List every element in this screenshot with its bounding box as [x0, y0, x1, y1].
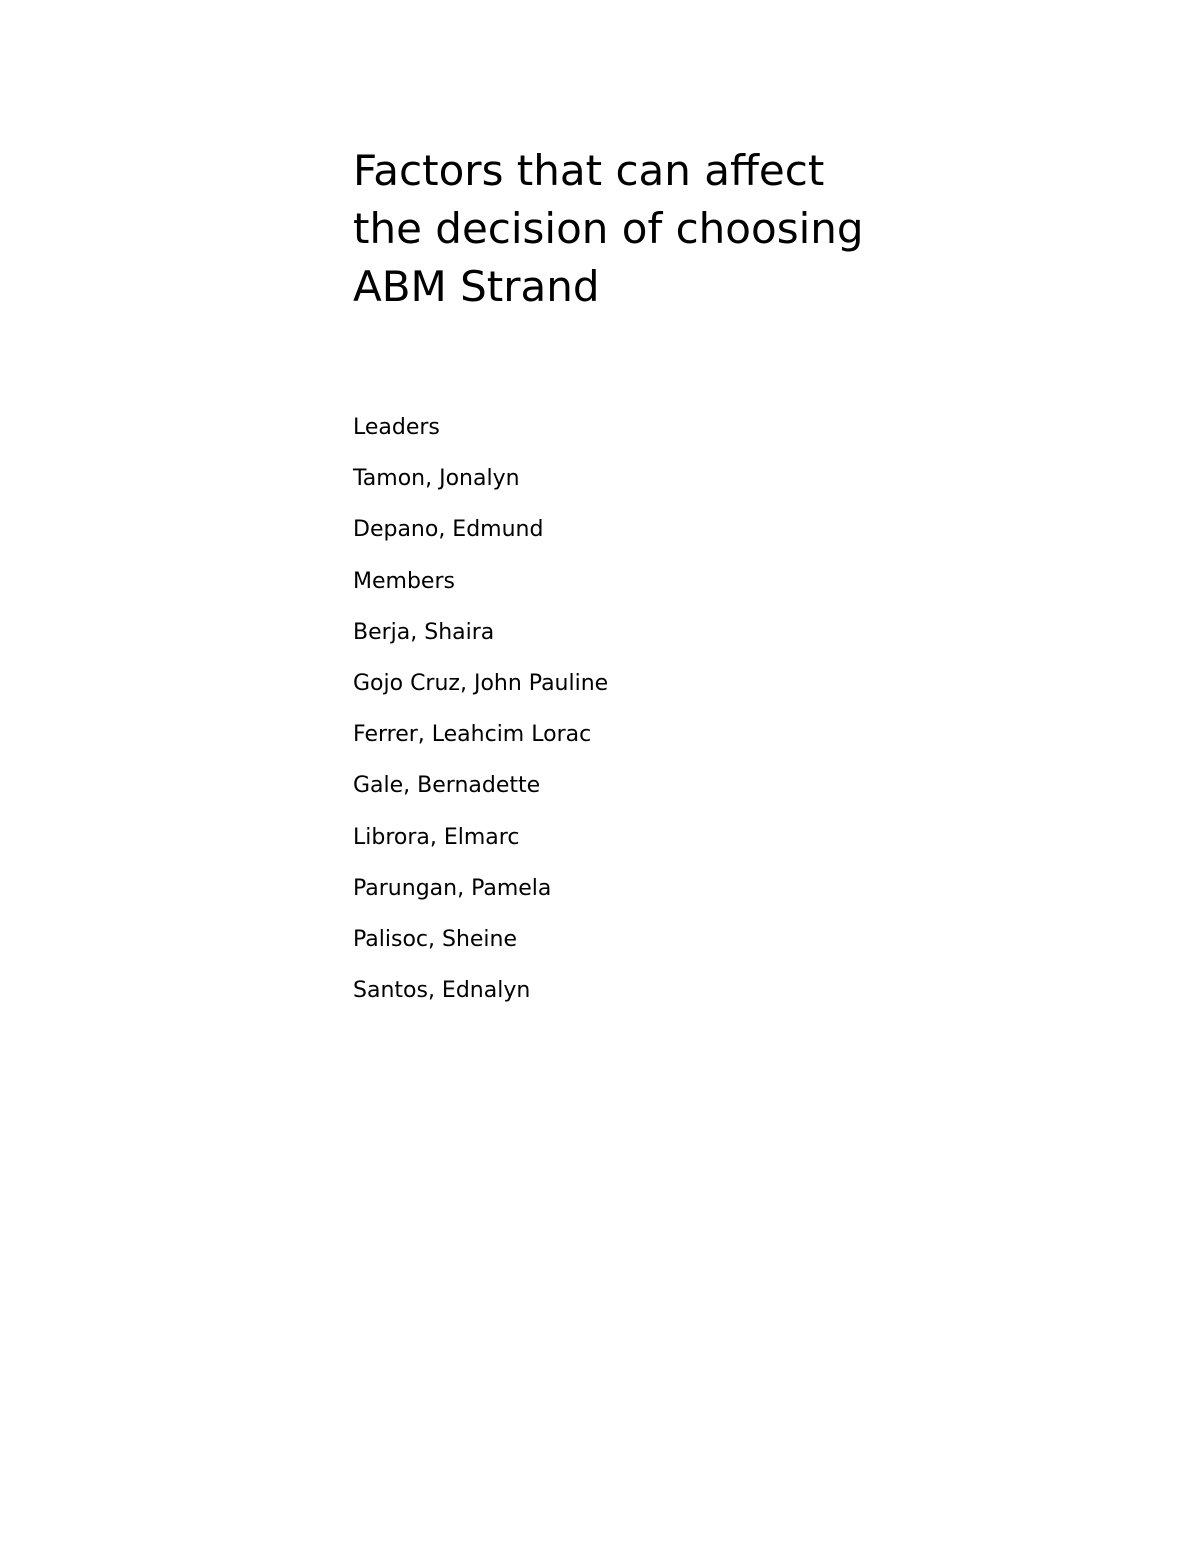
- member-name: Santos, Ednalyn: [353, 978, 531, 1004]
- member-name: Gojo Cruz, John Pauline: [353, 670, 609, 696]
- title-line: Factors that can affect: [353, 146, 825, 195]
- title-line: the decision of choosing: [353, 204, 864, 253]
- member-name: Parungan, Pamela: [353, 875, 552, 901]
- member-name: Berja, Shaira: [353, 619, 495, 645]
- member-name: Gale, Bernadette: [353, 773, 541, 799]
- members-heading: Members: [353, 568, 455, 594]
- member-name: Librora, Elmarc: [353, 824, 520, 850]
- leader-name: Tamon, Jonalyn: [353, 466, 520, 492]
- member-name: Palisoc, Sheine: [353, 926, 518, 952]
- leaders-heading: Leaders: [353, 415, 440, 440]
- member-name: Ferrer, Leahcim Lorac: [353, 722, 592, 748]
- document-title: [353, 142, 953, 316]
- leader-name: Depano, Edmund: [353, 517, 544, 543]
- title-line: ABM Strand: [353, 262, 600, 311]
- group-roster: [353, 414, 608, 1028]
